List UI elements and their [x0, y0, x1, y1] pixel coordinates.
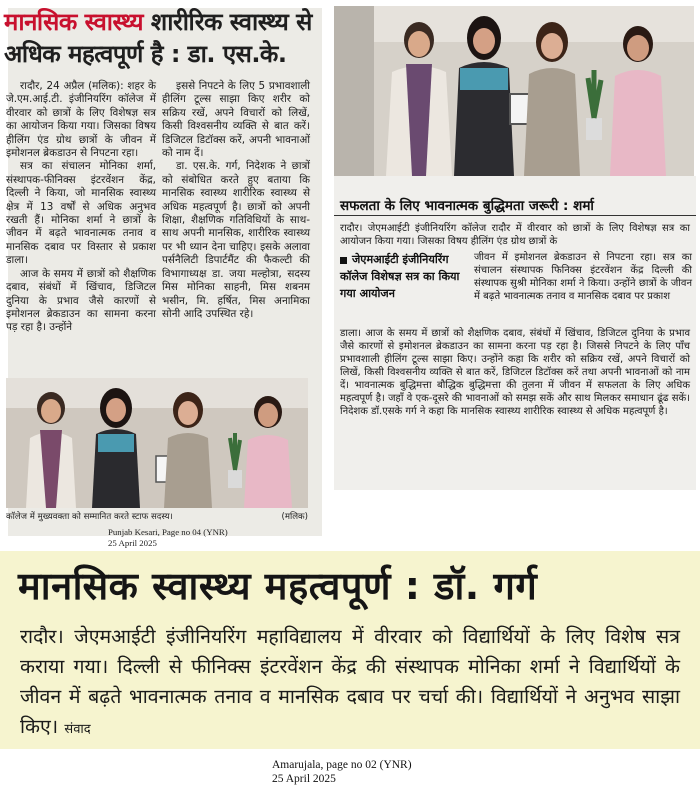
clipping-1-column-2	[162, 80, 310, 321]
body-text: रादौर। जेएमआईटी इंजीनियरिंग महाविद्यालय में वीरवार को विद्यार्थियों के लिए विशेष सत्र कराया गया। दिल्ली से फीनिक्स इंटरवेंशन केंद्र की संस्थापक मोनिका शर्मा ने विद्यार्थियों के जीवन में बढ़ते भावनात्मक तनाव व मानसिक दबाव पर चर्चा की। विद्यार्थियों ने अनुभव साझा किए।	[20, 625, 680, 738]
clipping-3-headline: मानसिक स्वास्थ्य महत्वपूर्ण : डॉ. गर्ग	[18, 564, 538, 608]
group-photo-illustration-2	[334, 6, 694, 176]
photo-credit: (मलिक)	[281, 512, 308, 522]
source-publication: Amarujala, page no 02 (YNR)	[272, 759, 412, 771]
headline-accent: मानसिक स्वास्थ्य	[4, 8, 144, 36]
source-date: 25 April 2025	[108, 538, 157, 548]
source-publication: Punjab Kesari, Page no 04 (YNR)	[108, 527, 228, 537]
group-photo-illustration	[6, 378, 308, 508]
caption-text: कॉलेज में मुख्यवक्ता को सम्मानित करते स्टाफ सदस्य।	[6, 512, 173, 522]
headline-divider	[334, 215, 696, 216]
article-2-highlight-box	[340, 251, 470, 319]
paragraph: सत्र का संचालन मोनिका शर्मा, संस्थापक-फीनिक्स इंटरवेंशन केंद्र, दिल्ली ने किया, जो मानसिक स्वास्थ्य क्षेत्र में 13 वर्षों से अधिक अनुभव रखती हैं। मोनिका शर्मा ने छात्रों के जीवन में बढ़ते भावनात्मक तनाव व मानसिक दबाव पर विस्तार से प्रकाश डाला।	[6, 160, 156, 267]
clipping-3-source	[272, 758, 472, 786]
paragraph: आज के समय में छात्रों को शैक्षणिक दबाव, संबंधों में खिंचाव, डिजिटल दुनिया के प्रभाव जैसे कारणों से इमोशनल ब्रेकडाउन का सामना करना पड़ रहा है। उन्होंने	[6, 267, 156, 334]
clipping-1-column-1	[6, 80, 156, 335]
highlight-text	[340, 251, 470, 302]
paragraph: रादौर, 24 अप्रैल (मलिक): शहर के जे.एम.आई.टी. इंजीनियरिंग कॉलेज में वीरवार को छात्रों के लिए विशेषज्ञ सत्र का आयोजन किया गया। जिसका विषय हीलिंग एंड ग्रोथ छात्रों के जीवन में इमोशनल ब्रेकडाउन से निपटना रहा।	[6, 80, 156, 160]
paragraph: डा. एस.के. गर्ग, निदेशक ने छात्रों को संबोधित करते हुए बताया कि मानसिक स्वास्थ्य शारीरिक स्वास्थ्य से अधिक महत्वपूर्ण है। छात्रों को अपनी शिक्षा, शैक्षणिक गतिविधियों के साथ-साथ अपनी मानसिक, शारीरिक स्वास्थ्य पर भी ध्यान देना चाहिए। इसके अलावा पर्सनैलिटी डिपार्टमैंट की फैकल्टी की विभागाध्यक्ष डा. जया मल्होत्रा, सदस्य मिस मोनिका साहनी, मिस शबनम भसीन, मि. हर्षित, मिस अनामिका सोनी आदि उपस्थित रहे।	[162, 160, 310, 320]
clipping-1-headline	[4, 6, 312, 70]
article-2-side-text: जीवन में इमोशनल ब्रेकडाउन से निपटना रहा। सत्र का संचालन संस्थापक फिनिक्स इंटरवेंशन केंद्र दिल्ली की संस्थापक सुश्री मोनिका शर्मा ने किया। उन्होंने छात्रों के जीवन में बढ़ते भावनात्मक तनाव व मानसिक दबाव पर प्रकाश	[474, 252, 692, 302]
clipping-1-photo	[6, 378, 308, 508]
bullet-square-icon	[340, 257, 347, 264]
headline-rest: शारीरिक स्वास्थ्य से अधिक महत्वपूर्ण है : डा. एस.के.	[4, 8, 312, 68]
byline: संवाद	[64, 722, 91, 737]
highlight-label: जेएमआईटी इंजीनियरिंग कॉलेज विशेषज्ञ सत्र का किया गया आयोजन	[340, 253, 460, 300]
article-2-lead: रादौर। जेएमआईटी इंजीनियरिंग कॉलेज रादौर में वीरवार को छात्रों के लिए विशेषज्ञ सत्र का आयोजन किया गया। जिसका विषय हीलिंग एंड ग्रोथ छात्रों के	[340, 223, 690, 247]
article-2-headline: सफलता के लिए भावनात्मक बुद्धिमता जरूरी : शर्मा	[340, 198, 594, 214]
source-date: 25 April 2025	[272, 773, 336, 785]
paragraph: इससे निपटने के लिए 5 प्रभावशाली हीलिंग टूल्स साझा किए शरीर को सक्रिय रखें, अपने विचारों को लिखें, किसी विश्वसनीय व्यक्ति से बात करें। डिजिटल डिटॉक्स करें, अपनी भावनाओं को नाम दें।	[162, 80, 310, 160]
clipping-3-body	[20, 622, 680, 745]
article-2-body: डाला। आज के समय में छात्रों को शैक्षणिक दबाव, संबंधों में खिंचाव, डिजिटल दुनिया के प्रभाव जैसे कारणों से इमोशनल ब्रेकडाउन का सामना करना पड़ रहा है। जिससे निपटने के लिए पाँच प्रभावशाली हीलिंग टूल्स साझा किए। उन्होंने कहा कि शरीर को सक्रिय रखें, अपने विचारों को लिखें, किसी विश्वसनीय व्यक्ति से बात करें, डिजिटल डिटॉक्स करें तथा अपनी भावनाओं को नाम दें। भावनात्मक बुद्धिमत्ता बौद्धिक बुद्धिमत्ता की तुलना में जीवन में सफलता के लिए अधिक महत्वपूर्ण है। जहाँ वे एक-दूसरे की भावनाओं को समझ सकें और साथ मिलकर समाधान ढूंढ सकें। निदेशक डॉ.एसके गर्ग ने कहा कि मानसिक स्वास्थ्य शारीरिक स्वास्थ्य से अधिक महत्वपूर्ण है।	[340, 328, 690, 417]
article-2-photo	[334, 6, 694, 176]
clipping-1-source	[108, 527, 308, 549]
clipping-1-photo-caption	[6, 510, 308, 522]
